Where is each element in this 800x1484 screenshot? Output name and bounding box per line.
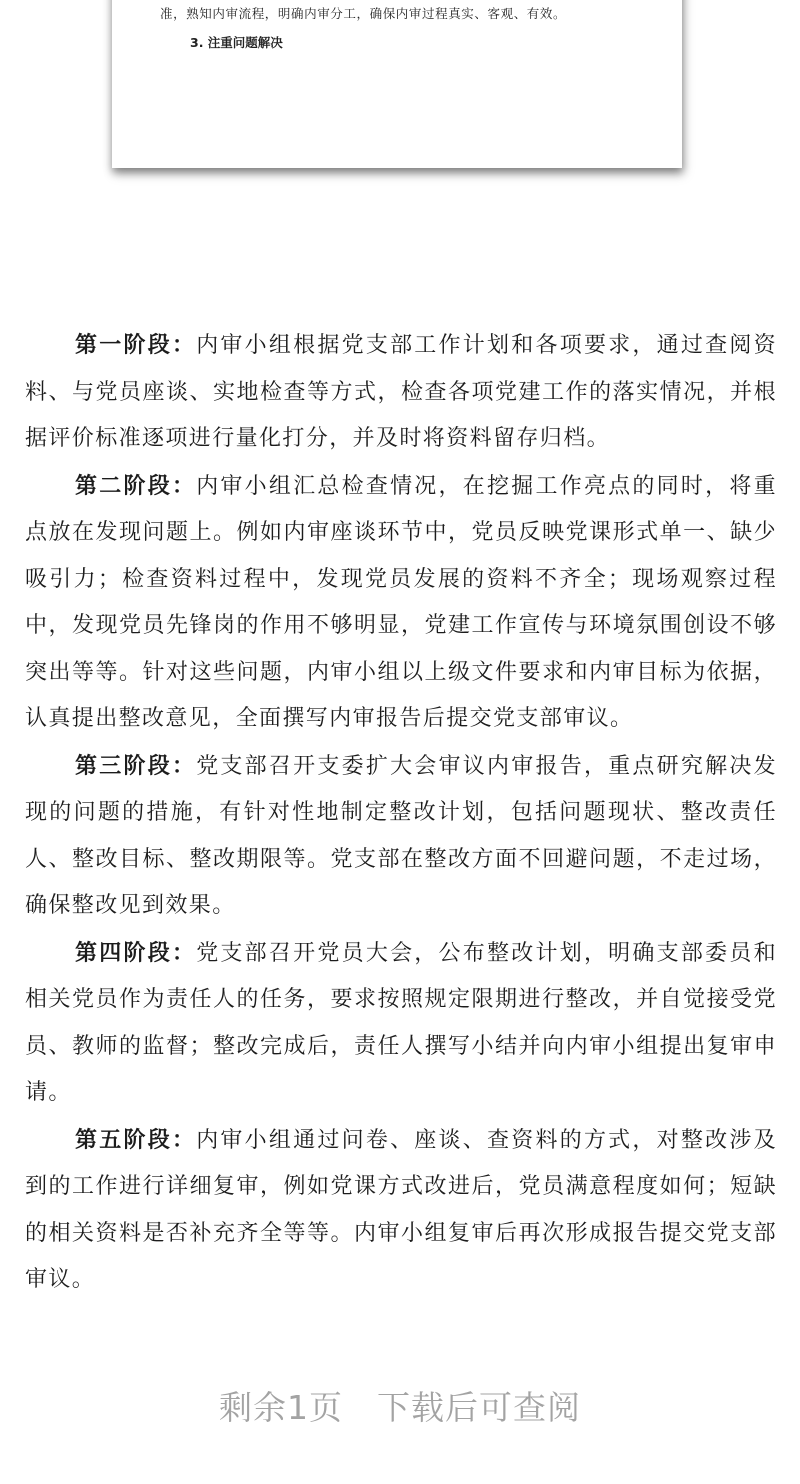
stage-text: 内审小组根据党支部工作计划和各项要求，通过查阅资料、与党员座谈、实地检查等方式，检查各项党建工作的落实情况，并根据评价标准逐项进行量化打分，并及时将资料留存归档。 xyxy=(25,333,777,451)
download-to-view-label: 下载后可查阅 xyxy=(377,1388,581,1427)
stage-paragraph-1 xyxy=(25,322,777,463)
stage-paragraph-4 xyxy=(25,930,777,1117)
stage-paragraph-5 xyxy=(25,1117,777,1304)
stage-label: 第三阶段： xyxy=(75,752,197,779)
stage-paragraph-2 xyxy=(25,463,777,743)
document-body xyxy=(25,322,777,1304)
stage-paragraph-3 xyxy=(25,743,777,930)
preview-text-line: 准，熟知内审流程，明确内审分工，确保内审过程真实、客观、有效。 xyxy=(160,6,567,21)
stage-text: 党支部召开支委扩大会审议内审报告，重点研究解决发现的问题的措施，有针对性地制定整改计划，包括问题现状、整改责任人、整改目标、整改期限等。党支部在整改方面不回避问题，不走过场，确保整改见到效果。 xyxy=(25,753,777,918)
stage-label: 第四阶段： xyxy=(75,939,197,966)
document-preview-card xyxy=(112,0,682,168)
stage-label: 第五阶段： xyxy=(75,1126,197,1153)
stage-label: 第一阶段： xyxy=(75,332,197,358)
stage-text: 内审小组通过问卷、座谈、查资料的方式，对整改涉及到的工作进行详细复审，例如党课方式改进后，党员满意程度如何；短缺的相关资料是否补充齐全等等。内审小组复审后再次形成报告提交党支部审议。 xyxy=(25,1127,777,1292)
preview-section-heading: 3. 注重问题解决 xyxy=(190,35,283,50)
download-notice[interactable] xyxy=(0,1382,800,1429)
stage-text: 党支部召开党员大会，公布整改计划，明确支部委员和相关党员作为责任人的任务，要求按照规定限期进行整改，并自觉接受党员、教师的监督；整改完成后，责任人撰写小结并向内审小组提出复审申请。 xyxy=(25,940,777,1105)
stage-text: 内审小组汇总检查情况，在挖掘工作亮点的同时，将重点放在发现问题上。例如内审座谈环节中，党员反映党课形式单一、缺少吸引力；检查资料过程中，发现党员发展的资料不齐全；现场观察过程中，发现党员先锋岗的作用不够明显，党建工作宣传与环境氛围创设不够突出等等。针对这些问题，内审小组以上级文件要求和内审目标为依据，认真提出整改意见，全面撰写内审报告后提交党支部审议。 xyxy=(25,473,777,731)
stage-label: 第二阶段： xyxy=(75,472,197,499)
remaining-pages-label: 剩余1页 xyxy=(219,1388,343,1427)
